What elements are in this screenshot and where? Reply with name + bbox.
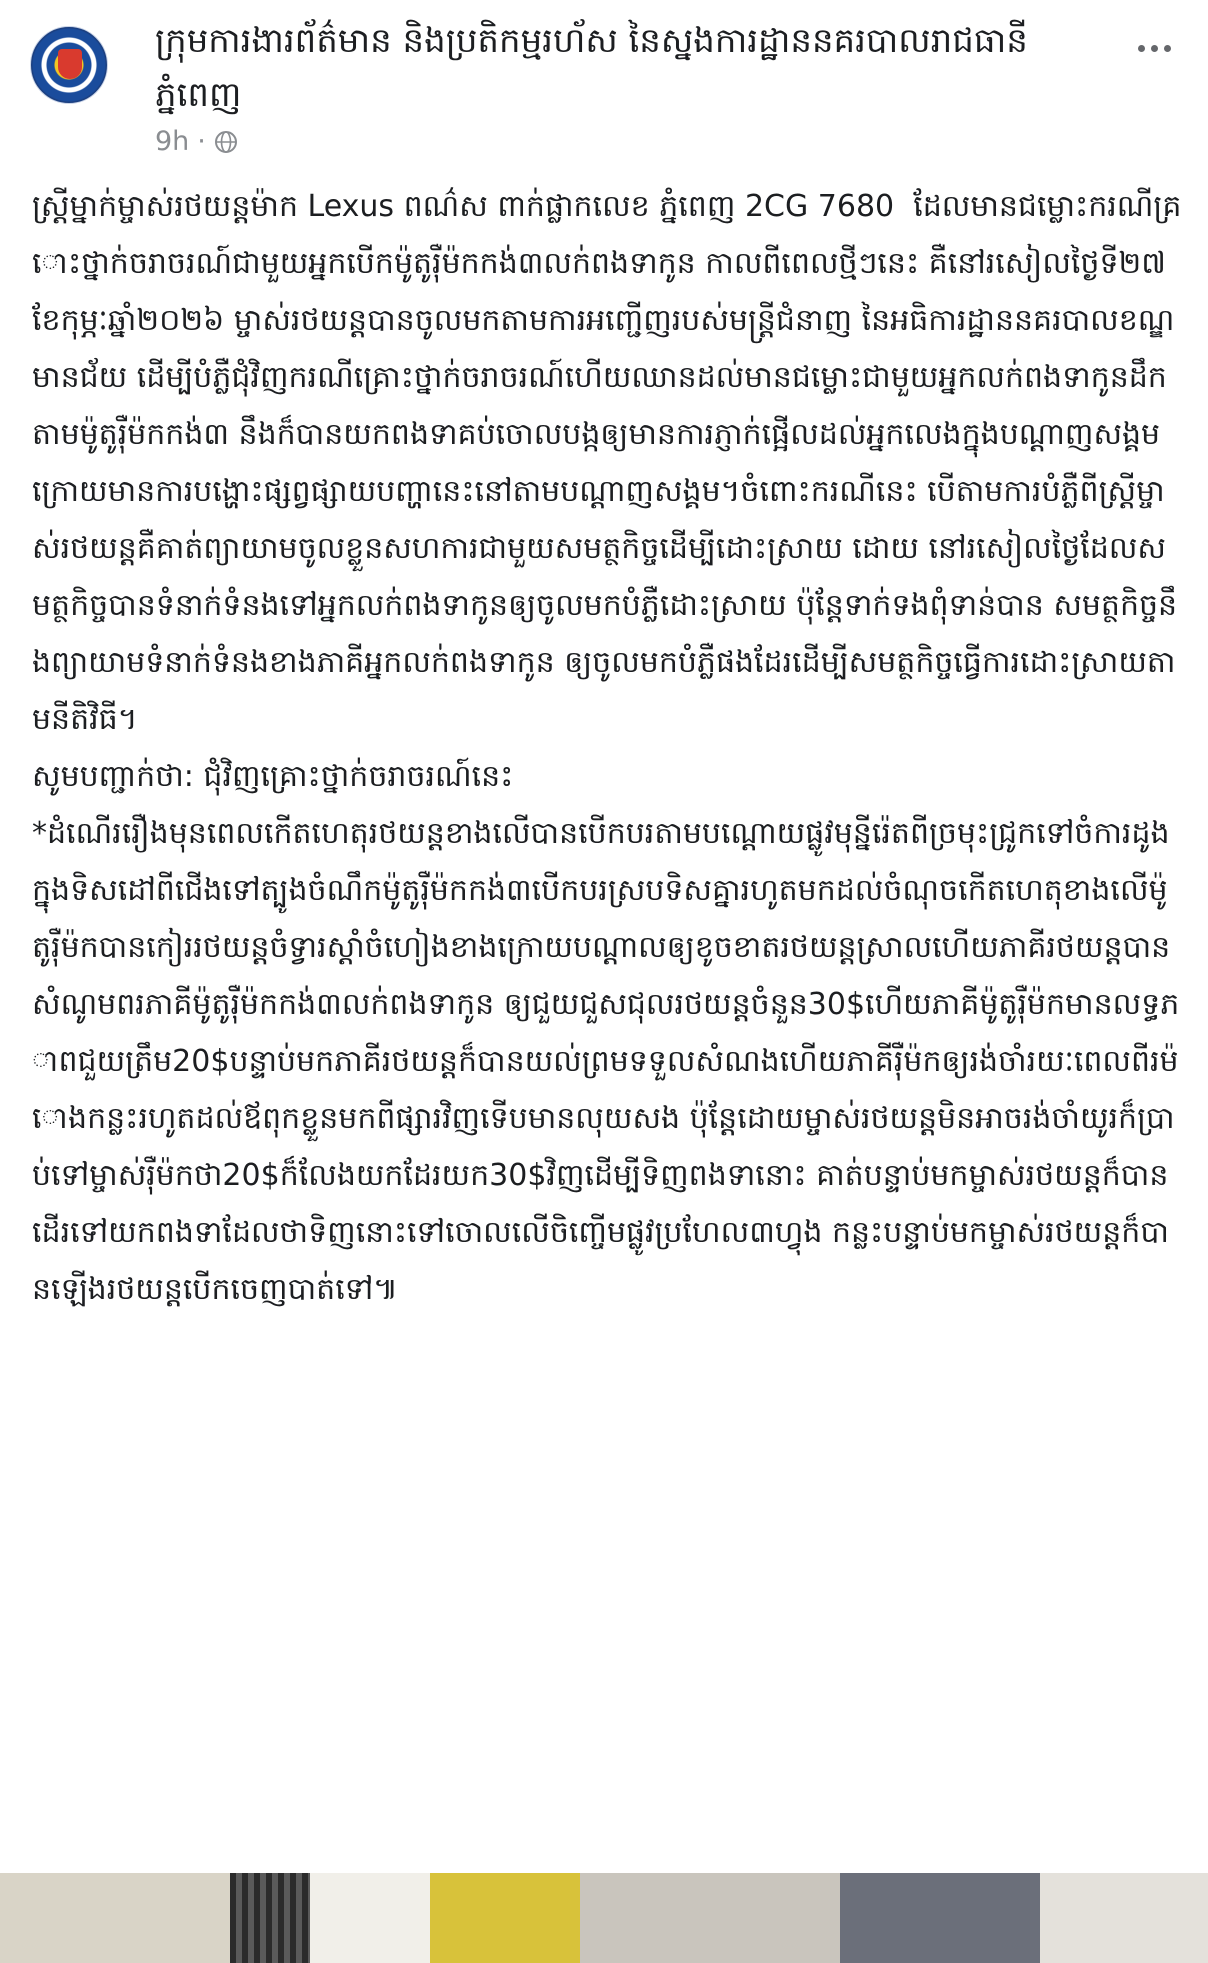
image-region [580,1873,840,1963]
post-paragraph-1: ស្រ្តីម្នាក់ម្ចាស់រថយន្តម៉ាក Lexus ពណ៌ស ពាក់ផ្លាកលេខ ភ្នំពេញ 2CG 7680 ដែលមានជម្លោះករណីគ្រោះថ្នាក់ចរាចរណ៍ជាមួយអ្នកបើកម៉ូតូរ៉ឺម៉កកង់៣លក់ពងទាកូន កាលពីពេលថ្មីៗនេះ គឺនៅរសៀលថ្ងៃទី២៧ខែកុម្ភៈឆ្នាំ២០២៦ ម្ចាស់រថយន្តបានចូលមកតាមការអញ្ជើញរបស់មន្រ្តីជំនាញ នៃអធិការដ្ឋាននគរបាលខណ្ឌមានជ័យ ដើម្បីបំភ្លឺជុំវិញករណីគ្រោះថ្នាក់ចរាចរណ៍ហើយឈានដល់មានជម្លោះជាមួយអ្នកលក់ពងទាកូនដឹកតាមម៉ូតូរ៉ឺម៉កកង់៣ នឹងក៏បានយកពងទាគប់ចោលបង្កឲ្យមានការភ្ញាក់ផ្អើលដល់អ្នកលេងក្នុងបណ្តាញសង្គម ក្រោយមានការបង្ហោះផ្សព្វផ្សាយបញ្ហានេះនៅតាមបណ្តាញសង្គម។ចំពោះករណីនេះ បើតាមការបំភ្លឺពីស្រ្តីម្ចាស់រថយន្តគឺគាត់ព្យាយាមចូលខ្លួនសហការជាមួយសមត្ថកិច្ចដើម្បីដោះស្រាយ ដោយ នៅរសៀលថ្ងៃដែលសមត្ថកិច្ចបានទំនាក់ទំនងទៅអ្នកលក់ពងទាកូនឲ្យចូលមកបំភ្លឺដោះស្រាយ ប៉ុន្តែទាក់ទងពុំទាន់បាន សមត្ថកិច្ចនឹងព្យាយាមទំនាក់ទំនងខាងភាគីអ្នកលក់ពងទាកូន ឲ្យចូលមកបំភ្លឺផងដែរដើម្បីសមត្ថកិច្ចធ្វើការដោះស្រាយតាមនីតិវិធី។ [32,189,1182,737]
post-time[interactable]: 9h [155,126,190,157]
more-dot [1151,45,1158,52]
globe-icon[interactable] [214,130,238,154]
post-paragraph-3: *ដំណើររឿងមុនពេលកើតហេតុរថយន្តខាងលើបានបើកបរតាមបណ្តោយផ្លូវមុន្នីរ៉េតពីច្រមុះជ្រូកទៅចំការដូងក្នុងទិសដៅពីជើងទៅត្បូងចំណឹកម៉ូតូរ៉ឺម៉កកង់៣បើកបរស្របទិសគ្នារហូតមកដល់ចំណុចកើតហេតុខាងលើម៉ូតូរ៉ឺម៉កបានកៀររថយន្តចំទ្វារស្តាំចំហៀងខាងក្រោយបណ្តាលឲ្យខូចខាតរថយន្តស្រាលហើយភាគីរថយន្តបានសំណូមពរភាគីម៉ូតូរ៉ឺម៉កកង់៣លក់ពងទាកូន ឲ្យជួយជួសជុលរថយន្តចំនួន30$ហើយភាគីម៉ូតូរ៉ឺម៉កមានលទ្ធភាពជួយត្រឹម20$បន្ទាប់មកភាគីរថយន្តក៏បានយល់ព្រមទទួលសំណងហើយភាគីរ៉ឺម៉កឲ្យរង់ចាំរយៈពេលពីរម៉ោងកន្លះរហូតដល់ឪពុកខ្លួនមកពីផ្សារវិញទើបមានលុយសង ប៉ុន្តែដោយម្ចាស់រថយន្តមិនអាចរង់ចាំយូរក៏ប្រាប់ទៅម្ចាស់រ៉ឺម៉កថា20$ក៏លែងយកដែរយក30$វិញដើម្បីទិញពងទានោះ គាត់បន្ទាប់មកម្ចាស់រថយន្តក៏បានដើរទៅយកពងទាដែលថាទិញនោះទៅចោលលើចិញ្ចើមផ្លូវប្រហែល៣ហ្វុង កន្លះបន្ទាប់មកម្ចាស់រថយន្តក៏បានឡើងរថយន្តបើកចេញបាត់ទៅ៕ [32,816,1180,1307]
post-image[interactable] [0,1873,1208,1963]
more-dot [1164,45,1171,52]
image-region [430,1873,580,1963]
image-region [310,1873,430,1963]
meta-separator: · [197,126,206,157]
image-region [1040,1873,1208,1963]
page-avatar[interactable] [30,26,108,104]
image-region [840,1873,1040,1963]
more-options-button[interactable] [1124,28,1184,68]
post-meta [155,126,238,157]
post-paragraph-2: សូមបញ្ជាក់ថា: ជុំវិញគ្រោះថ្នាក់ចរាចរណ៍នេះ [32,759,514,794]
more-horizontal-icon [1138,45,1145,52]
post-text [32,178,1182,1318]
image-region [0,1873,230,1963]
page-name-link[interactable]: ក្រុមការងារព័ត៌មាន និងប្រតិកម្មរហ័ស នៃស្នងការដ្ឋាននគរបាលរាជធានីភ្នំពេញ [155,21,1028,115]
police-emblem-icon [58,49,82,79]
post-header [0,0,1208,165]
image-region [230,1873,310,1963]
